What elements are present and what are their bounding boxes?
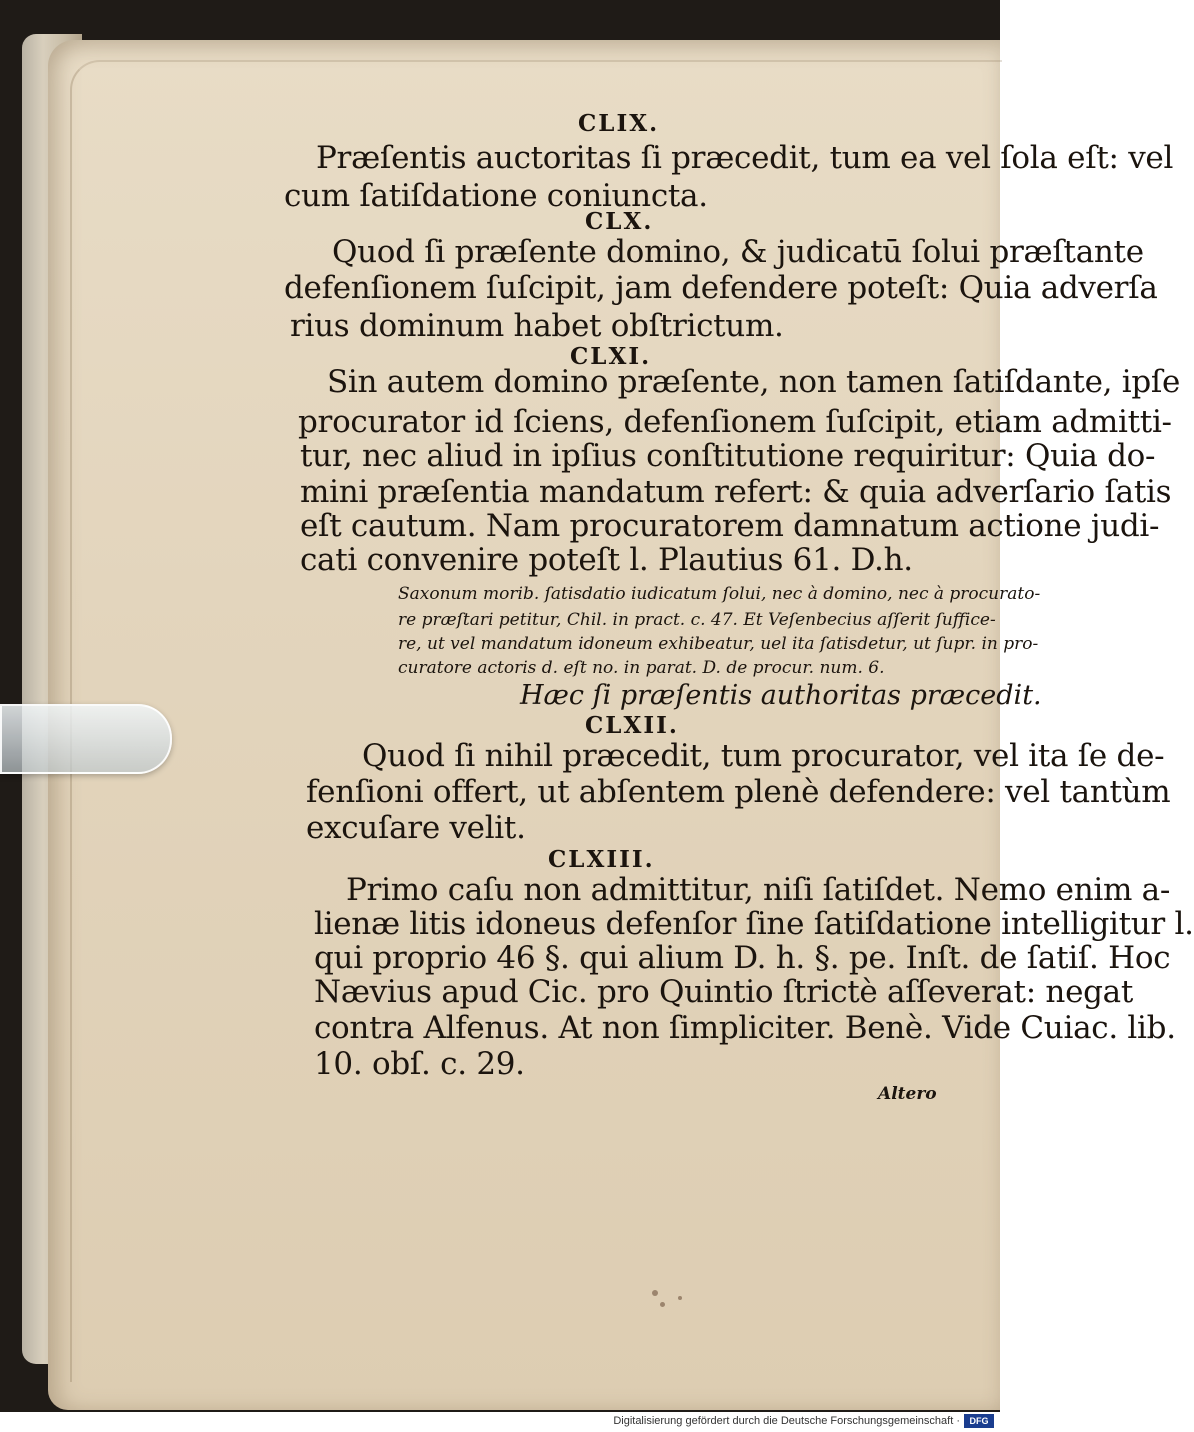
subtitle-line: Hæc ſi præſentis authoritas præcedit.	[520, 680, 1042, 711]
section-heading-clxi: CLXI.	[570, 343, 652, 370]
text-line: Præſentis auctoritas ſi præcedit, tum ea vel ſola eſt: vel	[316, 140, 1174, 176]
text-line: tur, nec aliud in ipſius conſtitutione requiritur: Quia do-	[300, 438, 1156, 474]
note-line: Saxonum morib. ſatisdatio iudicatum ſolui, nec à domino, nec à procurato-	[398, 584, 1041, 604]
page-clip	[0, 704, 172, 774]
text-line: qui proprio 46 §. qui alium D. h. §. pe. Inſt. de ſatiſ. Hoc	[314, 940, 1171, 976]
footer-credit: Digitalisierung gefördert durch die Deutsche Forschungsgemeinschaft ·	[613, 1415, 960, 1427]
text-line: contra Alfenus. At non ſimpliciter. Benè. Vide Cuiac. lib.	[314, 1010, 1176, 1046]
text-line: mini præſentia mandatum refert: & quia adverſario ſatis	[300, 474, 1172, 510]
text-line: fenſioni offert, ut abſentem plenè defendere: vel tantùm	[306, 774, 1171, 810]
text-line: 10. obſ. c. 29.	[314, 1046, 525, 1082]
paper-stain	[660, 1302, 665, 1307]
text-line: defenſionem ſuſcipit, jam defendere poteſt: Quia adverſa	[284, 270, 1158, 306]
text-line: rius dominum habet obſtrictum.	[290, 308, 784, 344]
text-line: cati convenire poteſt l. Plautius 61. D.h.	[300, 542, 913, 578]
text-line: lienæ litis idoneus defenſor ſine ſatiſdatione intelligitur l.	[314, 906, 1194, 942]
dfg-logo: DFG	[964, 1414, 994, 1428]
text-line: eſt cautum. Nam procuratorem damnatum actione judi-	[300, 508, 1160, 544]
text-line: Nævius apud Cic. pro Quintio ſtrictè aſſeverat: negat	[314, 974, 1134, 1010]
note-line: re præſtari petitur, Chil. in pract. c. 47. Et Veſenbecius aſſerit ſuffice-	[398, 610, 996, 630]
section-heading-clx: CLX.	[585, 208, 654, 235]
text-line: Sin autem domino præſente, non tamen ſatiſdante, ipſe	[327, 364, 1181, 400]
section-heading-clxii: CLXII.	[585, 712, 679, 739]
paper-stain	[652, 1290, 658, 1296]
section-heading-clxiii: CLXIII.	[548, 846, 655, 873]
note-line: curatore actoris d. eſt no. in parat. D. de procur. num. 6.	[398, 658, 885, 678]
section-heading-clix: CLIX.	[578, 110, 660, 137]
text-line: Primo caſu non admittitur, niſi ſatiſdet. Nemo enim a-	[346, 872, 1170, 908]
text-line: procurator id ſciens, defenſionem ſuſcipit, etiam admitti-	[298, 404, 1172, 440]
text-line: cum ſatiſdatione coniuncta.	[284, 178, 708, 214]
paper-stain	[678, 1296, 682, 1300]
text-line: Quod ſi nihil præcedit, tum procurator, vel ita ſe de-	[362, 738, 1165, 774]
text-line: excuſare velit.	[306, 810, 526, 846]
text-line: Quod ſi præſente domino, & judicatū ſolui præſtante	[332, 234, 1144, 270]
note-line: re, ut vel mandatum idoneum exhibeatur, uel ita ſatisdetur, ut ſupr. in pro-	[398, 634, 1039, 654]
catchword: Altero	[878, 1084, 937, 1104]
